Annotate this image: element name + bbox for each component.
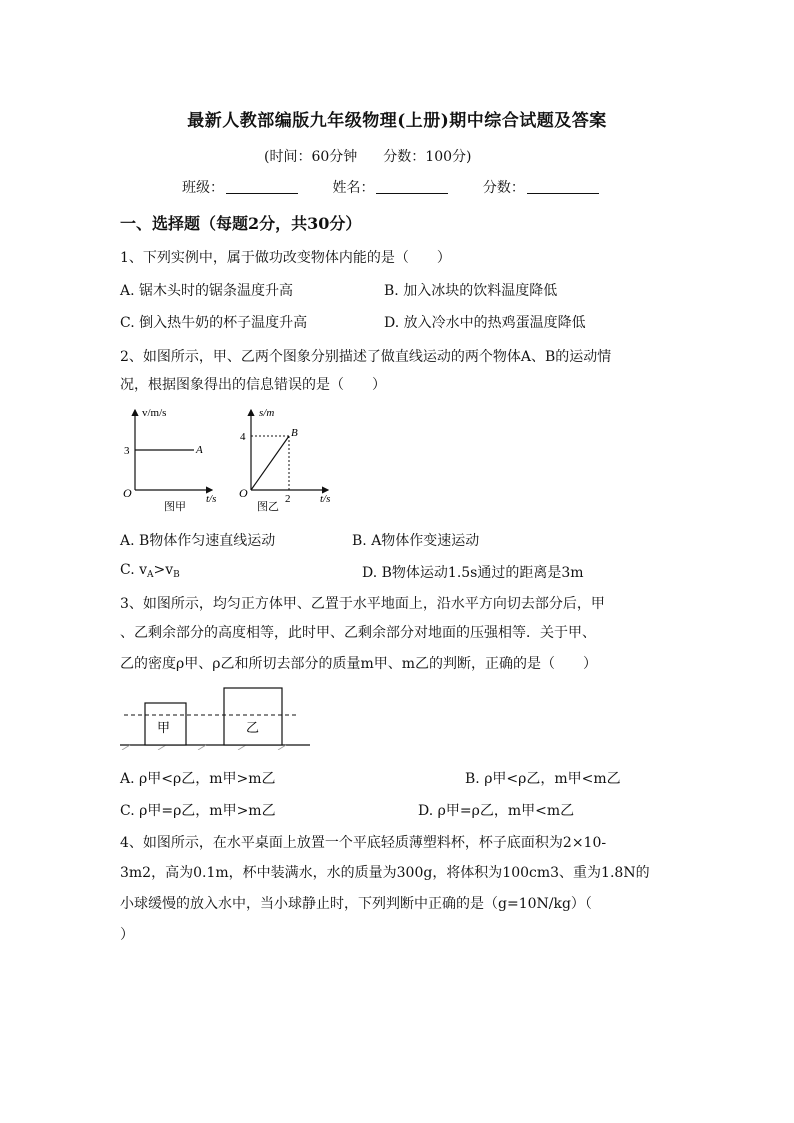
cube-yi [224,688,282,745]
section-heading: 一、选择题（每题2分，共30分） [120,214,362,233]
q2-option-a: A. B物体作匀速直线运动 [120,533,276,549]
q1-option-a: A. 锯木头时的锯条温度升高 [120,283,294,299]
fig1-series-label: A [196,444,203,456]
q3-figure [118,684,314,750]
score-blank [527,179,599,194]
fig1-origin: O [123,486,132,500]
cube-jia-label: 甲 [157,721,171,736]
q3-stem-line3: 乙的密度ρ甲、ρ乙和所切去部分的质量m甲、m乙的判断，正确的是（ ） [120,656,598,672]
q2-stem-line1: 2、如图所示，甲、乙两个图象分别描述了做直线运动的两个物体A、B的运动情 [120,349,612,365]
q3-option-d: D. ρ甲=ρ乙，m甲<m乙 [418,803,575,819]
cube-yi-label: 乙 [246,721,260,736]
q1-stem: 1、下列实例中，属于做功改变物体内能的是（ ） [120,250,451,266]
student-info-fields [182,177,629,197]
q4-line1: 4、如图所示，在水平桌面上放置一个平底轻质薄塑料杯，杯子底面积为2×10- [120,835,607,851]
fig2-line [251,436,289,490]
q3-option-c: C. ρ甲=ρ乙，m甲>m乙 [120,803,276,819]
fig2-tick-x: 2 [285,493,291,505]
q3-option-b: B. ρ甲<ρ乙，m甲<m乙 [465,771,621,787]
name-field: 姓名： [332,177,448,197]
q2-option-d: D. B物体运动1.5s通过的距离是3m [362,565,584,581]
fig1-tick: 3 [124,445,130,457]
time-label: (时间：60分钟 [264,149,358,165]
fig1-ylabel: v/m/s [142,407,167,419]
q1-option-b: B. 加入冰块的饮料温度降低 [384,283,558,299]
class-blank [226,179,298,194]
q3-stem-line2: 、乙剩余部分的高度相等，此时甲、乙剩余部分对地面的压强相等．关于甲、 [120,625,596,641]
q2-option-c: C. $v_A>v_B$ [120,562,180,580]
fig2-point-label: B [291,427,298,439]
q1-option-c: C. 倒入热牛奶的杯子温度升高 [120,315,308,331]
fig1-xlabel: t/s [206,493,217,505]
fig2-tick-y: 4 [240,431,246,443]
q2-stem-line2: 况，根据图象得出的信息错误的是（ ） [120,377,386,393]
q4-line4: ） [120,927,134,943]
fig2-xlabel: t/s [320,493,331,505]
fig1-caption: 图甲 [164,500,186,513]
q4-line3: 小球缓慢的放入水中，当小球静止时，下列判断中正确的是（g=10N/kg）（ [120,896,592,912]
q4-line2: 3m2，高为0.1m，杯中装满水，水的质量为300g，将体积为100cm3、重为1.8N的 [120,865,650,881]
q3-stem-line1: 3、如图所示，均匀正方体甲、乙置于水平地面上，沿水平方向切去部分后，甲 [120,596,605,612]
total-score-label: 分数：100分) [383,149,472,165]
q1-option-d: D. 放入冷水中的热鸡蛋温度降低 [384,315,586,331]
score-field: 分数： [483,177,599,197]
q2-option-b: B. A物体作变速运动 [352,533,480,549]
class-field: 班级： [182,177,298,197]
q3-option-a: A. ρ甲<ρ乙，m甲>m乙 [120,771,276,787]
fig2-caption: 图乙 [257,500,279,513]
fig2-origin: O [239,486,248,500]
exam-info [264,146,497,166]
q2-figure [118,402,338,520]
page-title: 最新人教部编版九年级物理(上册)期中综合试题及答案 [187,111,607,131]
fig2-ylabel: s/m [259,407,275,419]
name-blank [376,179,448,194]
